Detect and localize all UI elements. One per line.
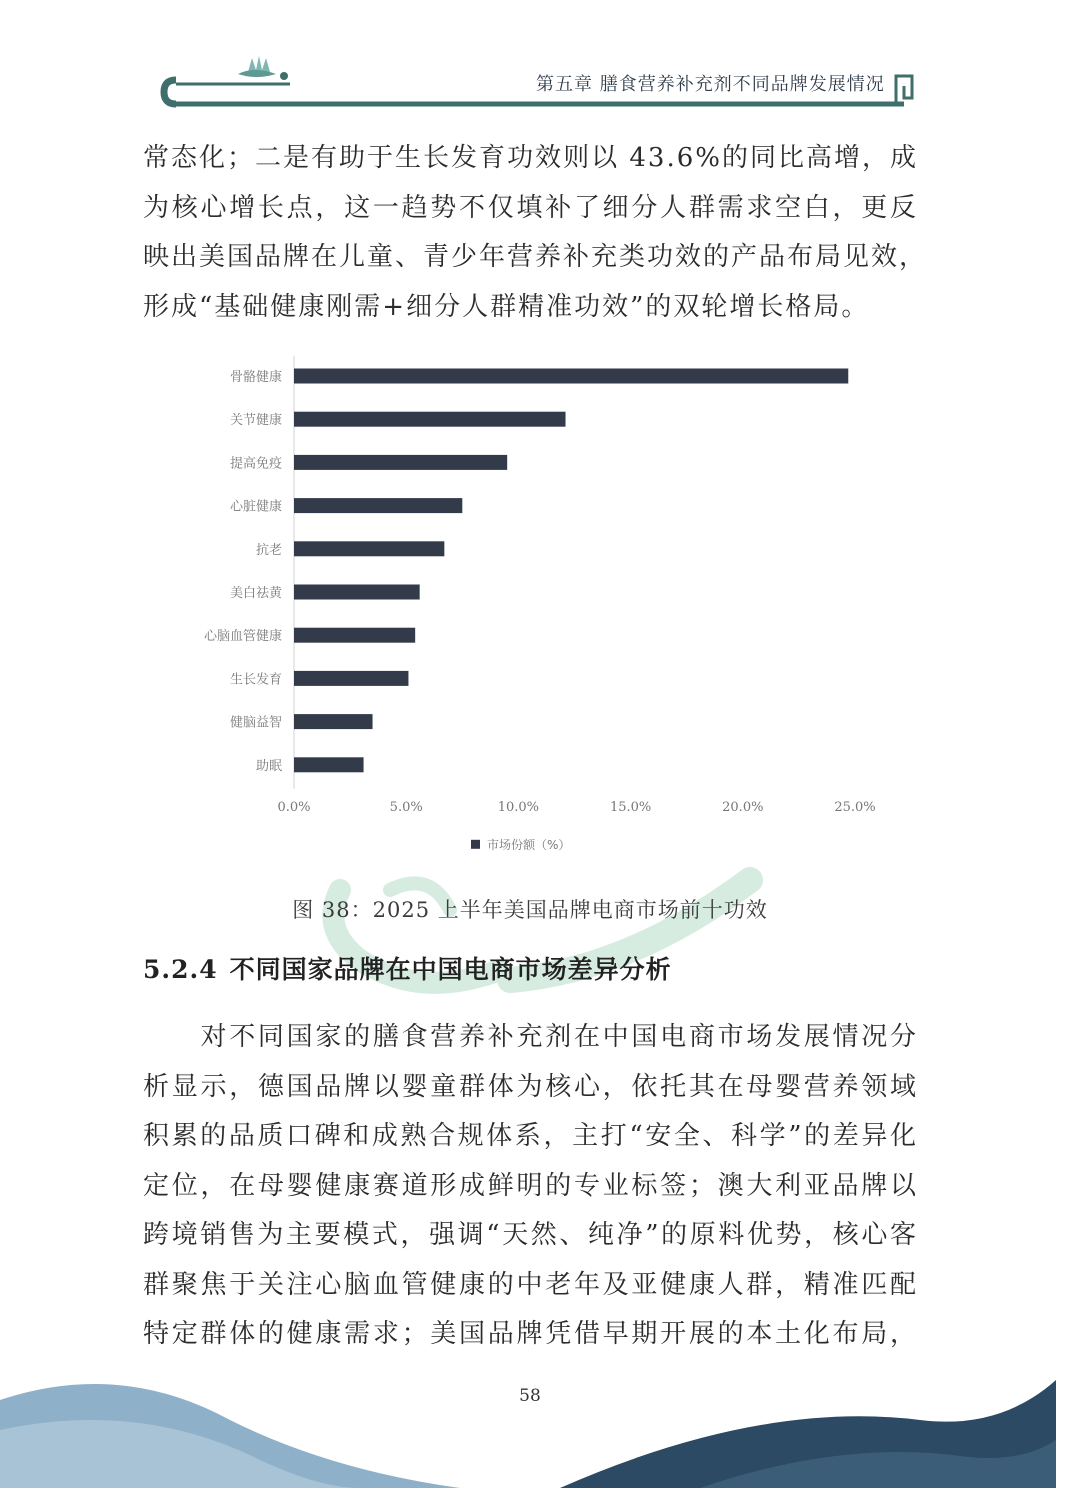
bar-3 <box>294 498 462 513</box>
text-line: 映出美国品牌在儿童、青少年营养补充类功效的产品布局见效， <box>143 242 928 272</box>
page-number: 58 <box>519 1386 541 1406</box>
category-label: 骨骼健康 <box>229 370 282 385</box>
category-label: 提高免疫 <box>229 456 282 472</box>
category-label: 助眠 <box>255 758 282 774</box>
page-header <box>0 0 1080 120</box>
category-label: 生长发育 <box>229 672 282 688</box>
section-heading <box>143 950 672 986</box>
text-line: 特定群体的健康需求；美国品牌凭借早期开展的本土化布局， <box>143 1319 918 1349</box>
x-tick-label: 10.0% <box>497 799 540 815</box>
text-line: 常态化；二是有助于生长发育功效则以 43.6%的同比高增，成 <box>143 143 918 173</box>
figure-caption: 图 38：2025 上半年美国品牌电商市场前十功效 <box>292 898 768 922</box>
x-tick-label: 25.0% <box>834 799 876 815</box>
text-line: 跨境销售为主要模式，强调“天然、纯净”的原料优势，核心客 <box>143 1220 918 1250</box>
legend-label: 市场份额（%） <box>487 837 571 852</box>
chart-bars <box>294 369 848 773</box>
body-paragraph-1 <box>143 134 928 332</box>
lotus-icon <box>238 56 288 80</box>
text-line: 定位，在母婴健康赛道形成鲜明的专业标签；澳大利亚品牌以 <box>143 1170 918 1201</box>
section-title: 不同国家品牌在中国电商市场差异分析 <box>229 955 672 984</box>
category-label: 心脑血管健康 <box>203 629 282 645</box>
bar-1 <box>294 412 566 427</box>
category-label: 关节健康 <box>229 413 282 429</box>
bar-7 <box>294 671 408 686</box>
x-tick-label: 5.0% <box>389 799 423 815</box>
header-ornament <box>0 0 1080 120</box>
bar-0 <box>294 369 848 384</box>
x-tick-label: 20.0% <box>722 799 764 815</box>
bar-8 <box>294 714 373 729</box>
text-line: 积累的品质口碑和成熟合规体系，主打“安全、科学”的差异化 <box>143 1121 918 1151</box>
bar-2 <box>294 455 507 470</box>
chart-legend <box>471 837 570 852</box>
x-tick-label: 0.0% <box>277 799 311 815</box>
legend-swatch <box>471 840 480 849</box>
text-line: 析显示，德国品牌以婴童群体为核心，依托其在母婴营养领域 <box>143 1071 918 1102</box>
category-label: 心脏健康 <box>229 499 282 515</box>
bar-4 <box>294 541 444 556</box>
section-number: 5.2.4 <box>143 955 218 984</box>
x-tick-labels <box>277 800 875 815</box>
bar-chart <box>0 340 1060 870</box>
bar-9 <box>294 757 364 772</box>
chapter-title: 第五章 膳食营养补充剂不同品牌发展情况 <box>536 74 885 95</box>
text-line: 群聚焦于关注心脑血管健康的中老年及亚健康人群，精准匹配 <box>143 1269 918 1300</box>
category-labels <box>204 369 283 774</box>
text-line: 对不同国家的膳食营养补充剂在中国电商市场发展情况分 <box>143 1022 918 1052</box>
category-label: 美白祛黄 <box>229 586 282 601</box>
bar-6 <box>294 628 415 643</box>
text-line: 形成“基础健康刚需+细分人群精准功效”的双轮增长格局。 <box>143 291 870 322</box>
bar-5 <box>294 585 420 600</box>
x-tick-label: 15.0% <box>609 799 652 815</box>
category-label: 抗老 <box>255 542 282 558</box>
footer-wave <box>0 1360 1080 1488</box>
category-label: 健脑益智 <box>229 715 282 731</box>
text-line: 为核心增长点，这一趋势不仅填补了细分人群需求空白，更反 <box>143 192 918 223</box>
body-paragraph-2 <box>143 1013 918 1360</box>
